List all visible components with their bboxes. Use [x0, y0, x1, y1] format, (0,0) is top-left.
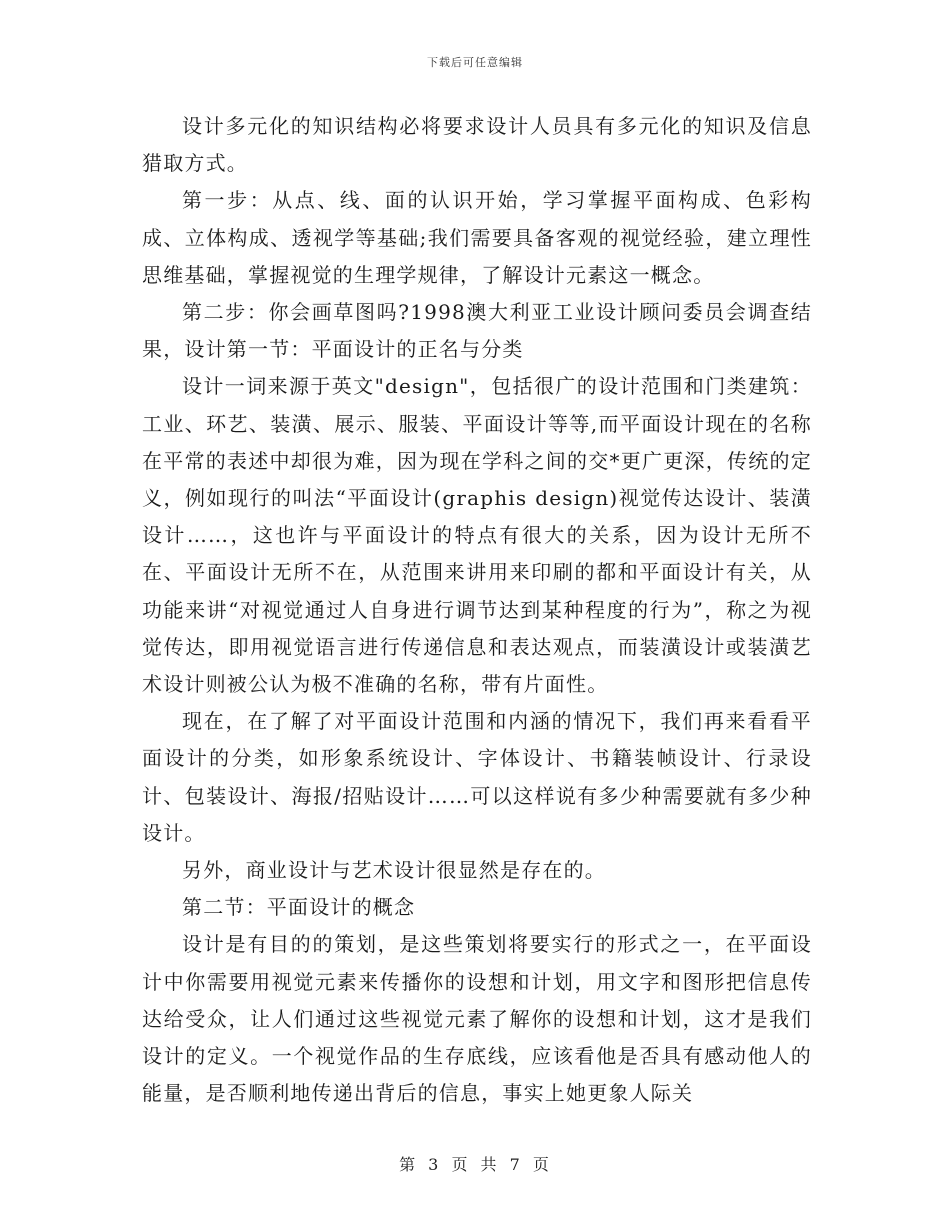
- section-heading: 第二节：平面设计的概念: [182, 895, 416, 920]
- paragraph: 设计是有目的的策划，是这些策划将要实行的形式之一，在平面设计中你需要用视觉元素来传播你的设想和计划，用文字和图形把信息传达给受众，让人们通过这些视觉元素了解你的设想和计划，这才是我们设计的定义。一个视觉作品的生存底线，应该看他是否具有感动他人的能量，是否顺利地传递出背后的信息，事实上她更象人际关: [142, 932, 812, 1106]
- document-body: [142, 108, 812, 1112]
- paragraph: 设计多元化的知识结构必将要求设计人员具有多元化的知识及信息猎取方式。: [142, 114, 812, 176]
- page-header: 下载后可任意编辑: [427, 56, 523, 69]
- paragraph: 现在，在了解了对平面设计范围和内涵的情况下，我们再来看看平面设计的分类，如形象系统设计、字体设计、书籍装帧设计、行录设计、包装设计、海报/招贴设计……可以这样说有多少种需要就有多少种设计。: [142, 709, 812, 845]
- paragraph: 第一步：从点、线、面的认识开始，学习掌握平面构成、色彩构成、立体构成、透视学等基础;我们需要具备客观的视觉经验，建立理性思维基础，掌握视觉的生理学规律，了解设计元素这一概念。: [142, 188, 812, 287]
- paragraph: 第二步：你会画草图吗?1998澳大利亚工业设计顾问委员会调查结果，设计第一节：平面设计的正名与分类: [142, 300, 812, 362]
- paragraph: 设计一词来源于英文"design"，包括很广的设计范围和门类建筑：工业、环艺、装潢、展示、服装、平面设计等等,而平面设计现在的名称在平常的表述中却很为难，因为现在学科之间的交*更广更深，传统的定义，例如现行的叫法“平面设计(graphis design)视觉传达设计、装潢设计……，这也许与平面设计的特点有很大的关系，因为设计无所不在、平面设计无所不在，从范围来讲用来印刷的都和平面设计有关，从功能来讲“对视觉通过人自身进行调节达到某种程度的行为”，称之为视觉传达，即用视觉语言进行传递信息和表达观点，而装潢设计或装潢艺术设计则被公认为极不准确的名称，带有片面性。: [142, 374, 812, 697]
- page-footer: 第 3 页 共 7 页: [399, 1155, 551, 1174]
- paragraph: 另外，商业设计与艺术设计很显然是存在的。: [182, 858, 606, 883]
